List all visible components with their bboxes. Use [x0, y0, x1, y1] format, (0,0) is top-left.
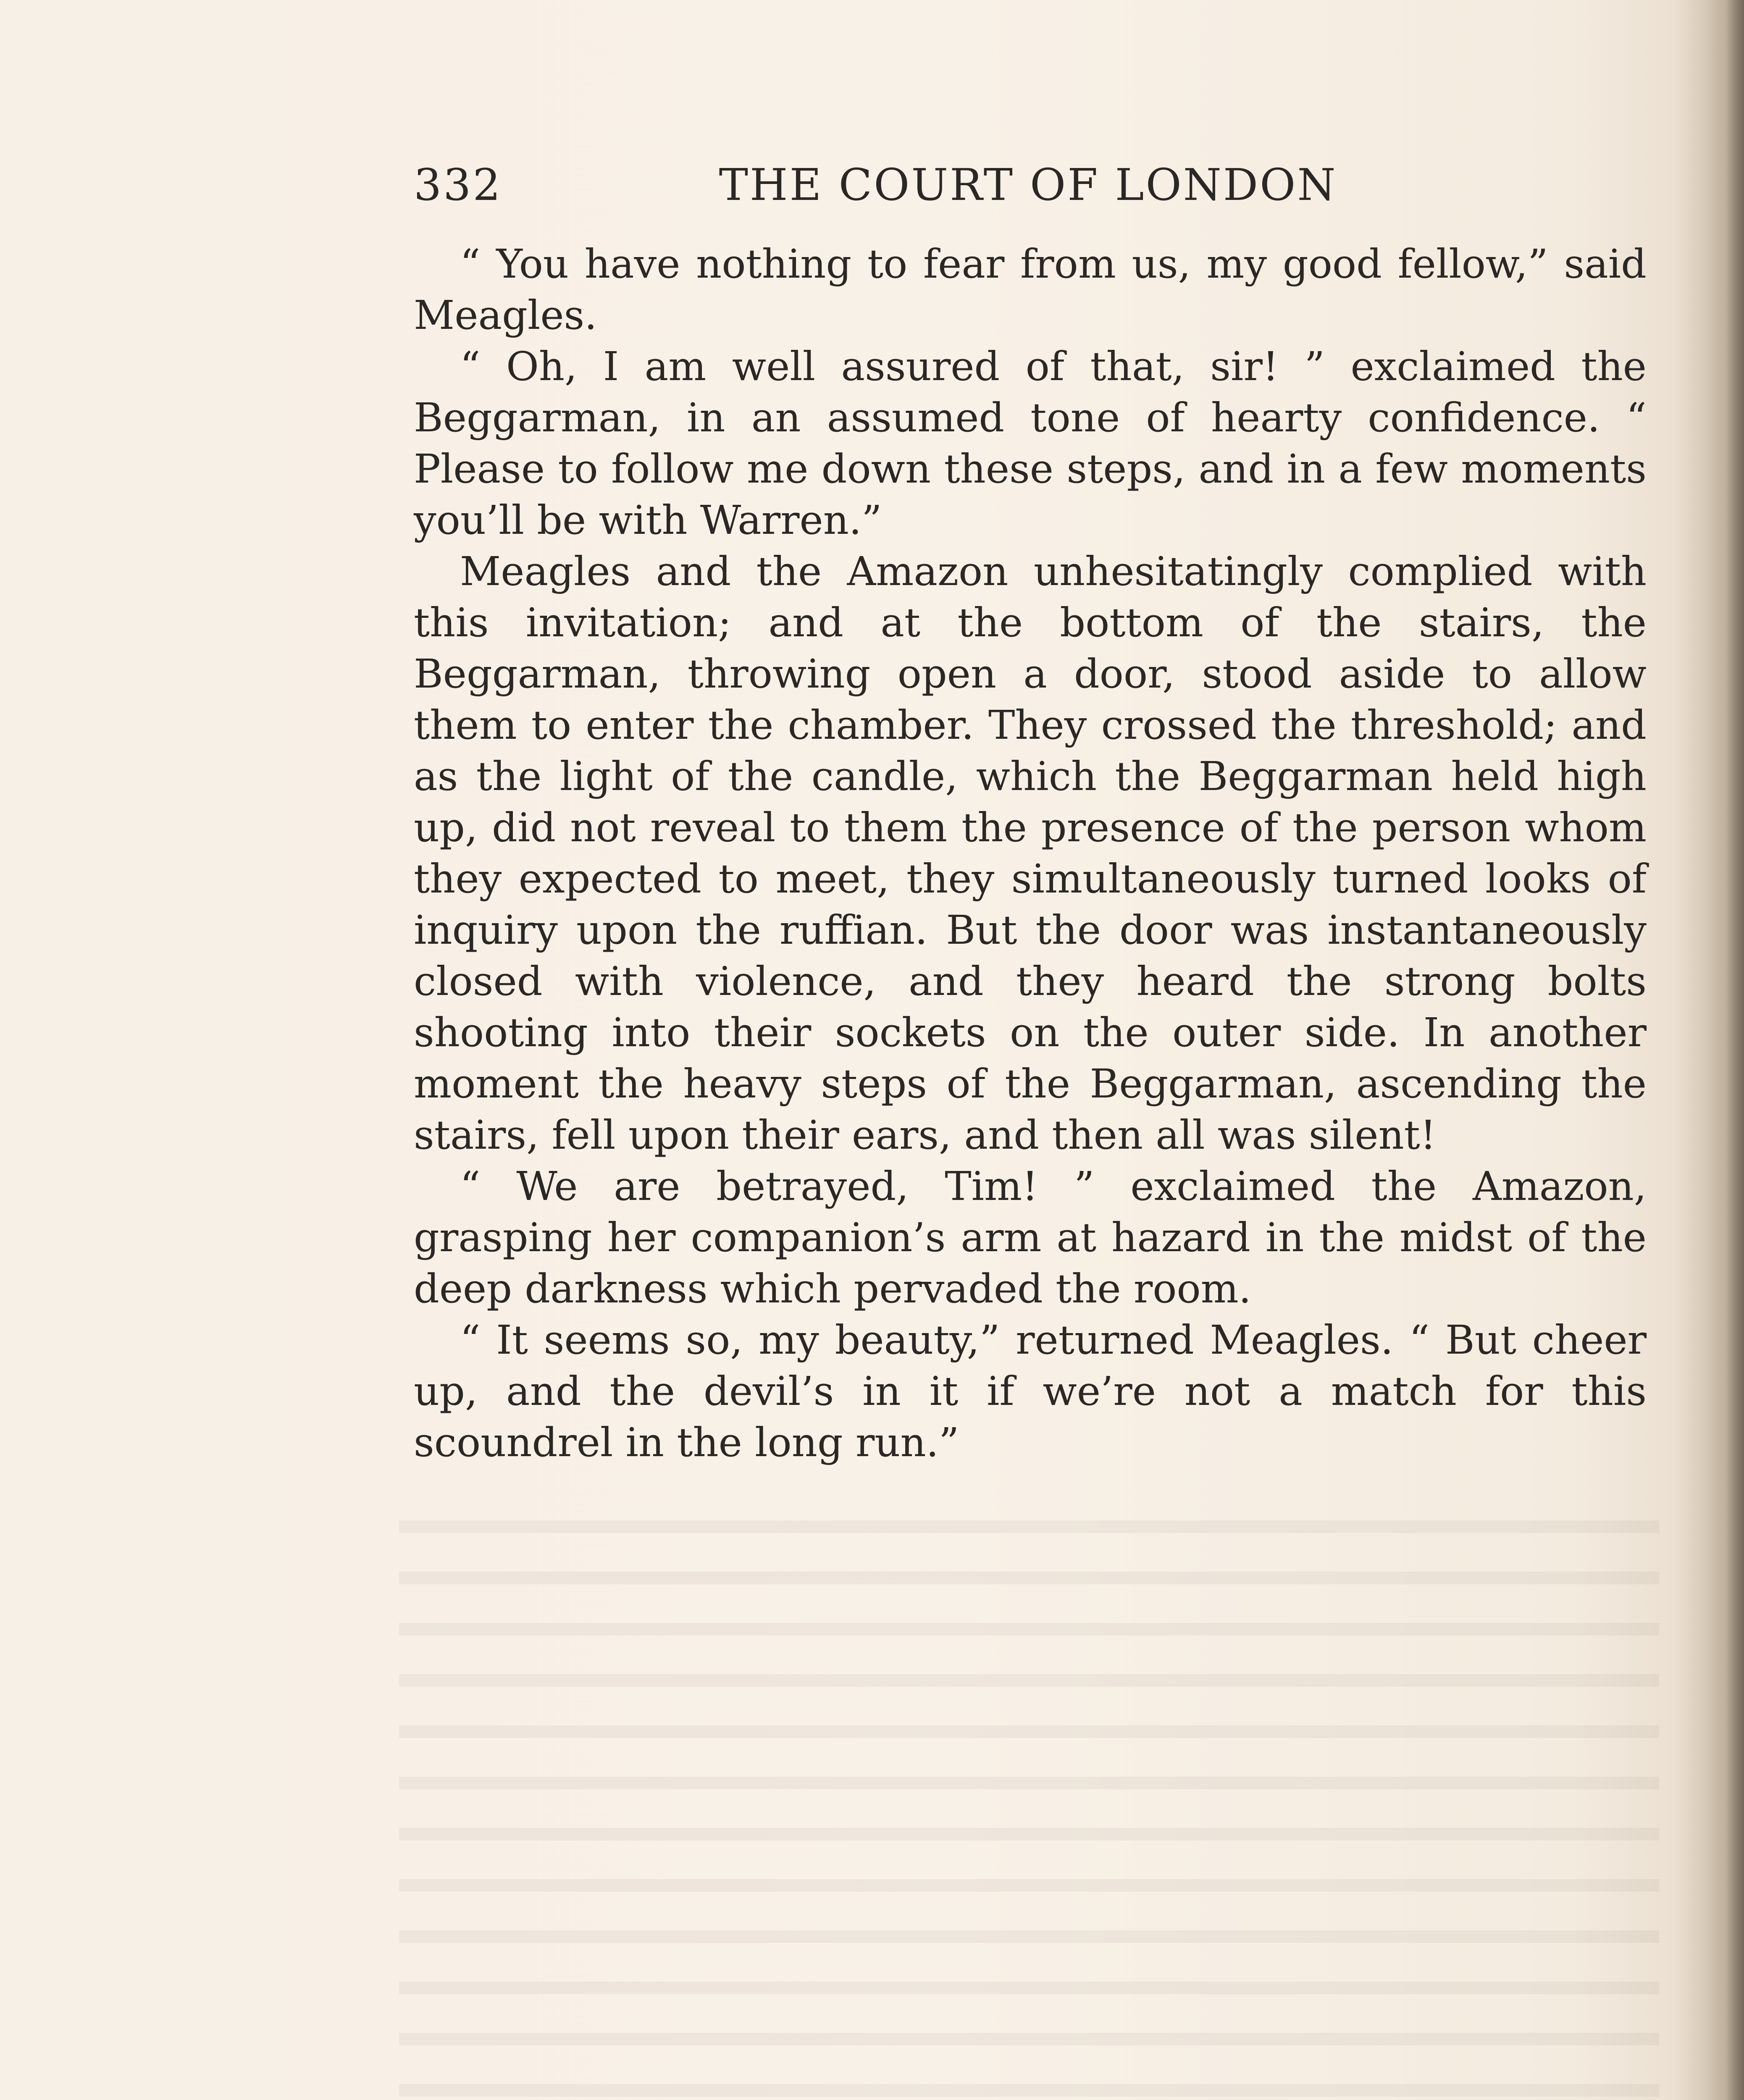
show-through-text	[399, 1491, 1659, 2100]
paragraph: “ Oh, I am well assured of that, sir! ” exclaimed the Beggarman, in an assumed tone of hearty confidence. “ Please to follow me down these steps, and in a few moments you’ll be with Warren.”	[414, 344, 1647, 543]
paragraph: “ It seems so, my beauty,” returned Meagles. “ But cheer up, and the devil’s in it if we’re not a match for this scoundrel in the long run.”	[414, 1317, 1647, 1466]
page-number: 332	[414, 159, 502, 210]
running-title: THE COURT OF LONDON	[719, 159, 1337, 210]
paragraph: “ You have nothing to fear from us, my good fellow,” said Meagles.	[414, 241, 1647, 339]
page-header	[414, 155, 1647, 214]
page-edge-shadow	[1706, 0, 1744, 2100]
paragraph: Meagles and the Amazon unhesitatingly complied with this invitation; and at the bottom of the stairs, the Beggarman, throwing open a door, stood aside to allow them to enter the chamber. They crossed the threshold; and as the light of the candle, which the Beggarman held high up, did not reveal to them the presence of the person whom they expected to meet, they simultaneously turned looks of inquiry upon the ruffian. But the door was instantaneously closed with violence, and they heard the strong bolts shooting into their sockets on the outer side. In another moment the heavy steps of the Beggarman, ascending the stairs, fell upon their ears, and then all was silent!	[414, 549, 1647, 1158]
paragraph: “ We are betrayed, Tim! ” exclaimed the Amazon, grasping her companion’s arm at hazard in the midst of the deep darkness which pervaded the room.	[414, 1163, 1647, 1312]
body-text	[414, 239, 1647, 1468]
